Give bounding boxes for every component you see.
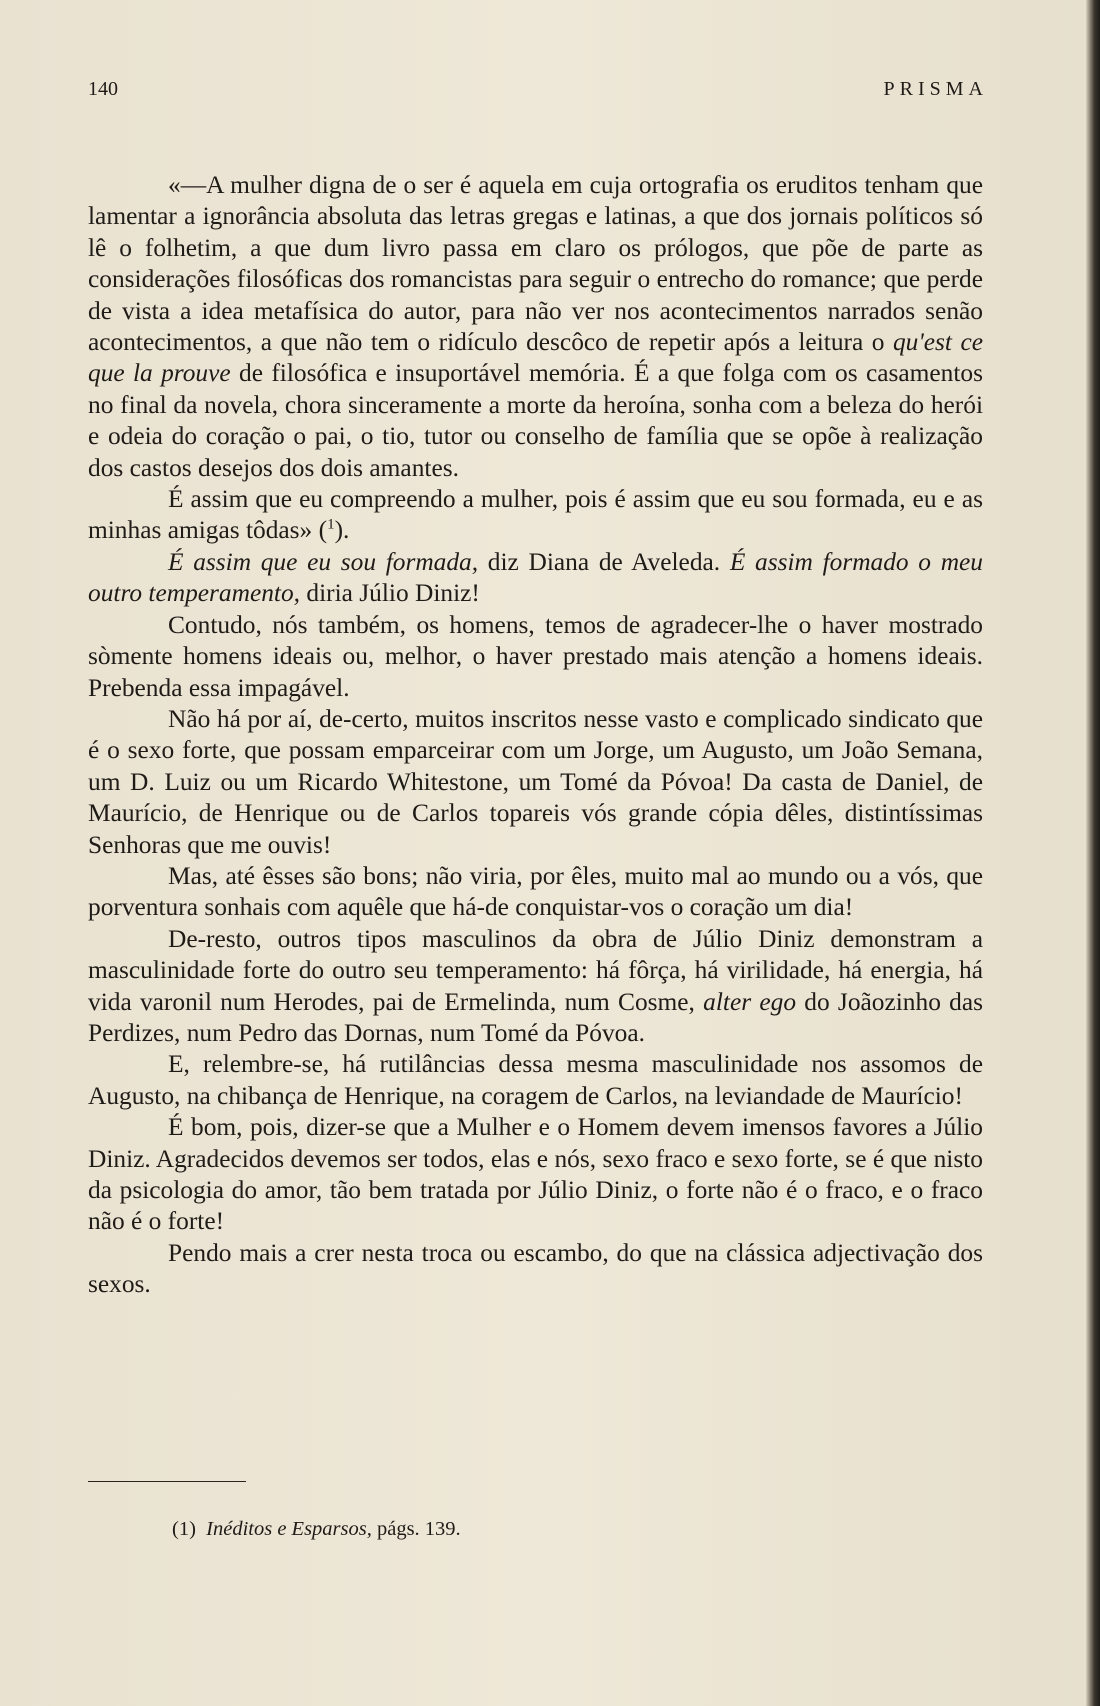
text-run: «—A mulher digna de o ser é aquela em cuja ortografia os eruditos tenham que lamentar a ignorância absoluta das letras gregas e latinas, a que dos jornais políticos só lê o folhetim, a que dum livro passa em claro os prólogos, que põe de parte as considerações filosóficas dos romancistas para seguir o entrecho do romance; que perde de vista a idea metafísica do autor, para não ver nos acontecimentos narrados senão acontecimentos, a que não tem o ridículo descôco de repetir após a leitura o xyxy=(88,171,983,357)
text-run: É assim que eu compreendo a mulher, pois é assim que eu sou formada, eu e as minhas amigas tôdas» ( xyxy=(88,485,983,545)
italic-text: É assim formado o meu outro temperamento, xyxy=(88,547,983,608)
paragraph xyxy=(88,1049,983,1112)
italic-text: alter ego xyxy=(703,987,797,1016)
text-run: Não há por aí, de-certo, muitos inscritos nesse vasto e complicado sindicato que é o sexo forte, que possam emparceirar com um Jorge, um Augusto, um João Semana, um D. Luiz ou um Ricardo Whitestone, um Tomé da Póvoa! Da casta de Daniel, de Maurício, de Henrique ou de Carlos topareis vós grande cópia dêles, distintíssimas Senhoras que me ouvis! xyxy=(88,704,983,859)
text-run: ). xyxy=(334,516,350,545)
paragraph xyxy=(88,547,983,610)
text-run: do Joãozinho das Perdizes, num Pedro das Dornas, num Tomé da Póvoa. xyxy=(88,987,983,1047)
footnote-ref-marker: 1 xyxy=(327,517,335,533)
paragraph xyxy=(88,924,983,1050)
italic-text: qu'est ce que la prouve xyxy=(88,328,984,388)
footnote-reference: págs. 139. xyxy=(371,1518,461,1540)
text-run: Pendo mais a crer nesta troca ou escambo, do que na clássica adjectivação dos sexos. xyxy=(88,1238,983,1299)
text-run: Contudo, nós também, os homens, temos de agradecer-lhe o haver mostrado sòmente homens ideais ou, melhor, o haver prestado mais atenção a homens ideais. Prebenda essa impagável. xyxy=(88,610,983,702)
footnote-marker: (1) xyxy=(172,1518,196,1540)
paragraph xyxy=(88,484,983,547)
footnote-title: Inéditos e Esparsos, xyxy=(206,1518,372,1540)
italic-text: É assim que eu sou formada, xyxy=(168,547,479,576)
running-title: PRISMA xyxy=(883,78,988,100)
text-run: diria Júlio Diniz! xyxy=(300,579,480,608)
body-text xyxy=(88,170,983,1301)
page-edge-shadow xyxy=(1086,0,1100,1706)
running-head xyxy=(88,78,988,108)
paragraph xyxy=(88,861,983,924)
text-run: Mas, até êsses são bons; não viria, por êles, muito mal ao mundo ou a vós, que porventura sonhais com aquêle que há-de conquistar-vos o coração um dia! xyxy=(88,861,983,922)
paragraph xyxy=(88,610,983,704)
paragraph xyxy=(88,1238,983,1301)
page-number: 140 xyxy=(88,78,118,100)
paragraph xyxy=(88,170,983,484)
paragraph xyxy=(88,704,983,861)
text-run: É bom, pois, dizer-se que a Mulher e o Homem devem imensos favores a Júlio Diniz. Agradecidos devemos ser todos, elas e nós, sexo fraco e sexo forte, se é que nisto da psicologia do amor, tão bem tratada por Júlio Diniz, o forte não é o fraco, e o fraco não é o forte! xyxy=(88,1113,983,1236)
paragraph xyxy=(88,1112,983,1238)
text-run: De-resto, outros tipos masculinos da obra de Júlio Diniz demonstram a masculinidade forte do outro seu temperamento: há fôrça, há virilidade, há energia, há vida varonil num Herodes, pai de Ermelinda, num Cosme, xyxy=(88,924,983,1016)
footnote-rule xyxy=(88,1481,246,1482)
text-run: de filosófica e insuportável memória. É a que folga com os casamentos no final da novela, chora sinceramente a morte da heroína, sonha com a beleza do herói e odeia do coração o pai, o tio, tutor ou conselho de família que se opõe à realização dos castos desejos dos dois amantes. xyxy=(88,359,983,482)
text-run: E, relembre-se, há rutilâncias dessa mesma masculinidade nos assomos de Augusto, na chibança de Henrique, na coragem de Carlos, na leviandade de Maurício! xyxy=(88,1050,983,1110)
text-run: diz Diana de Aveleda. xyxy=(478,547,730,576)
footnote xyxy=(172,1516,461,1542)
